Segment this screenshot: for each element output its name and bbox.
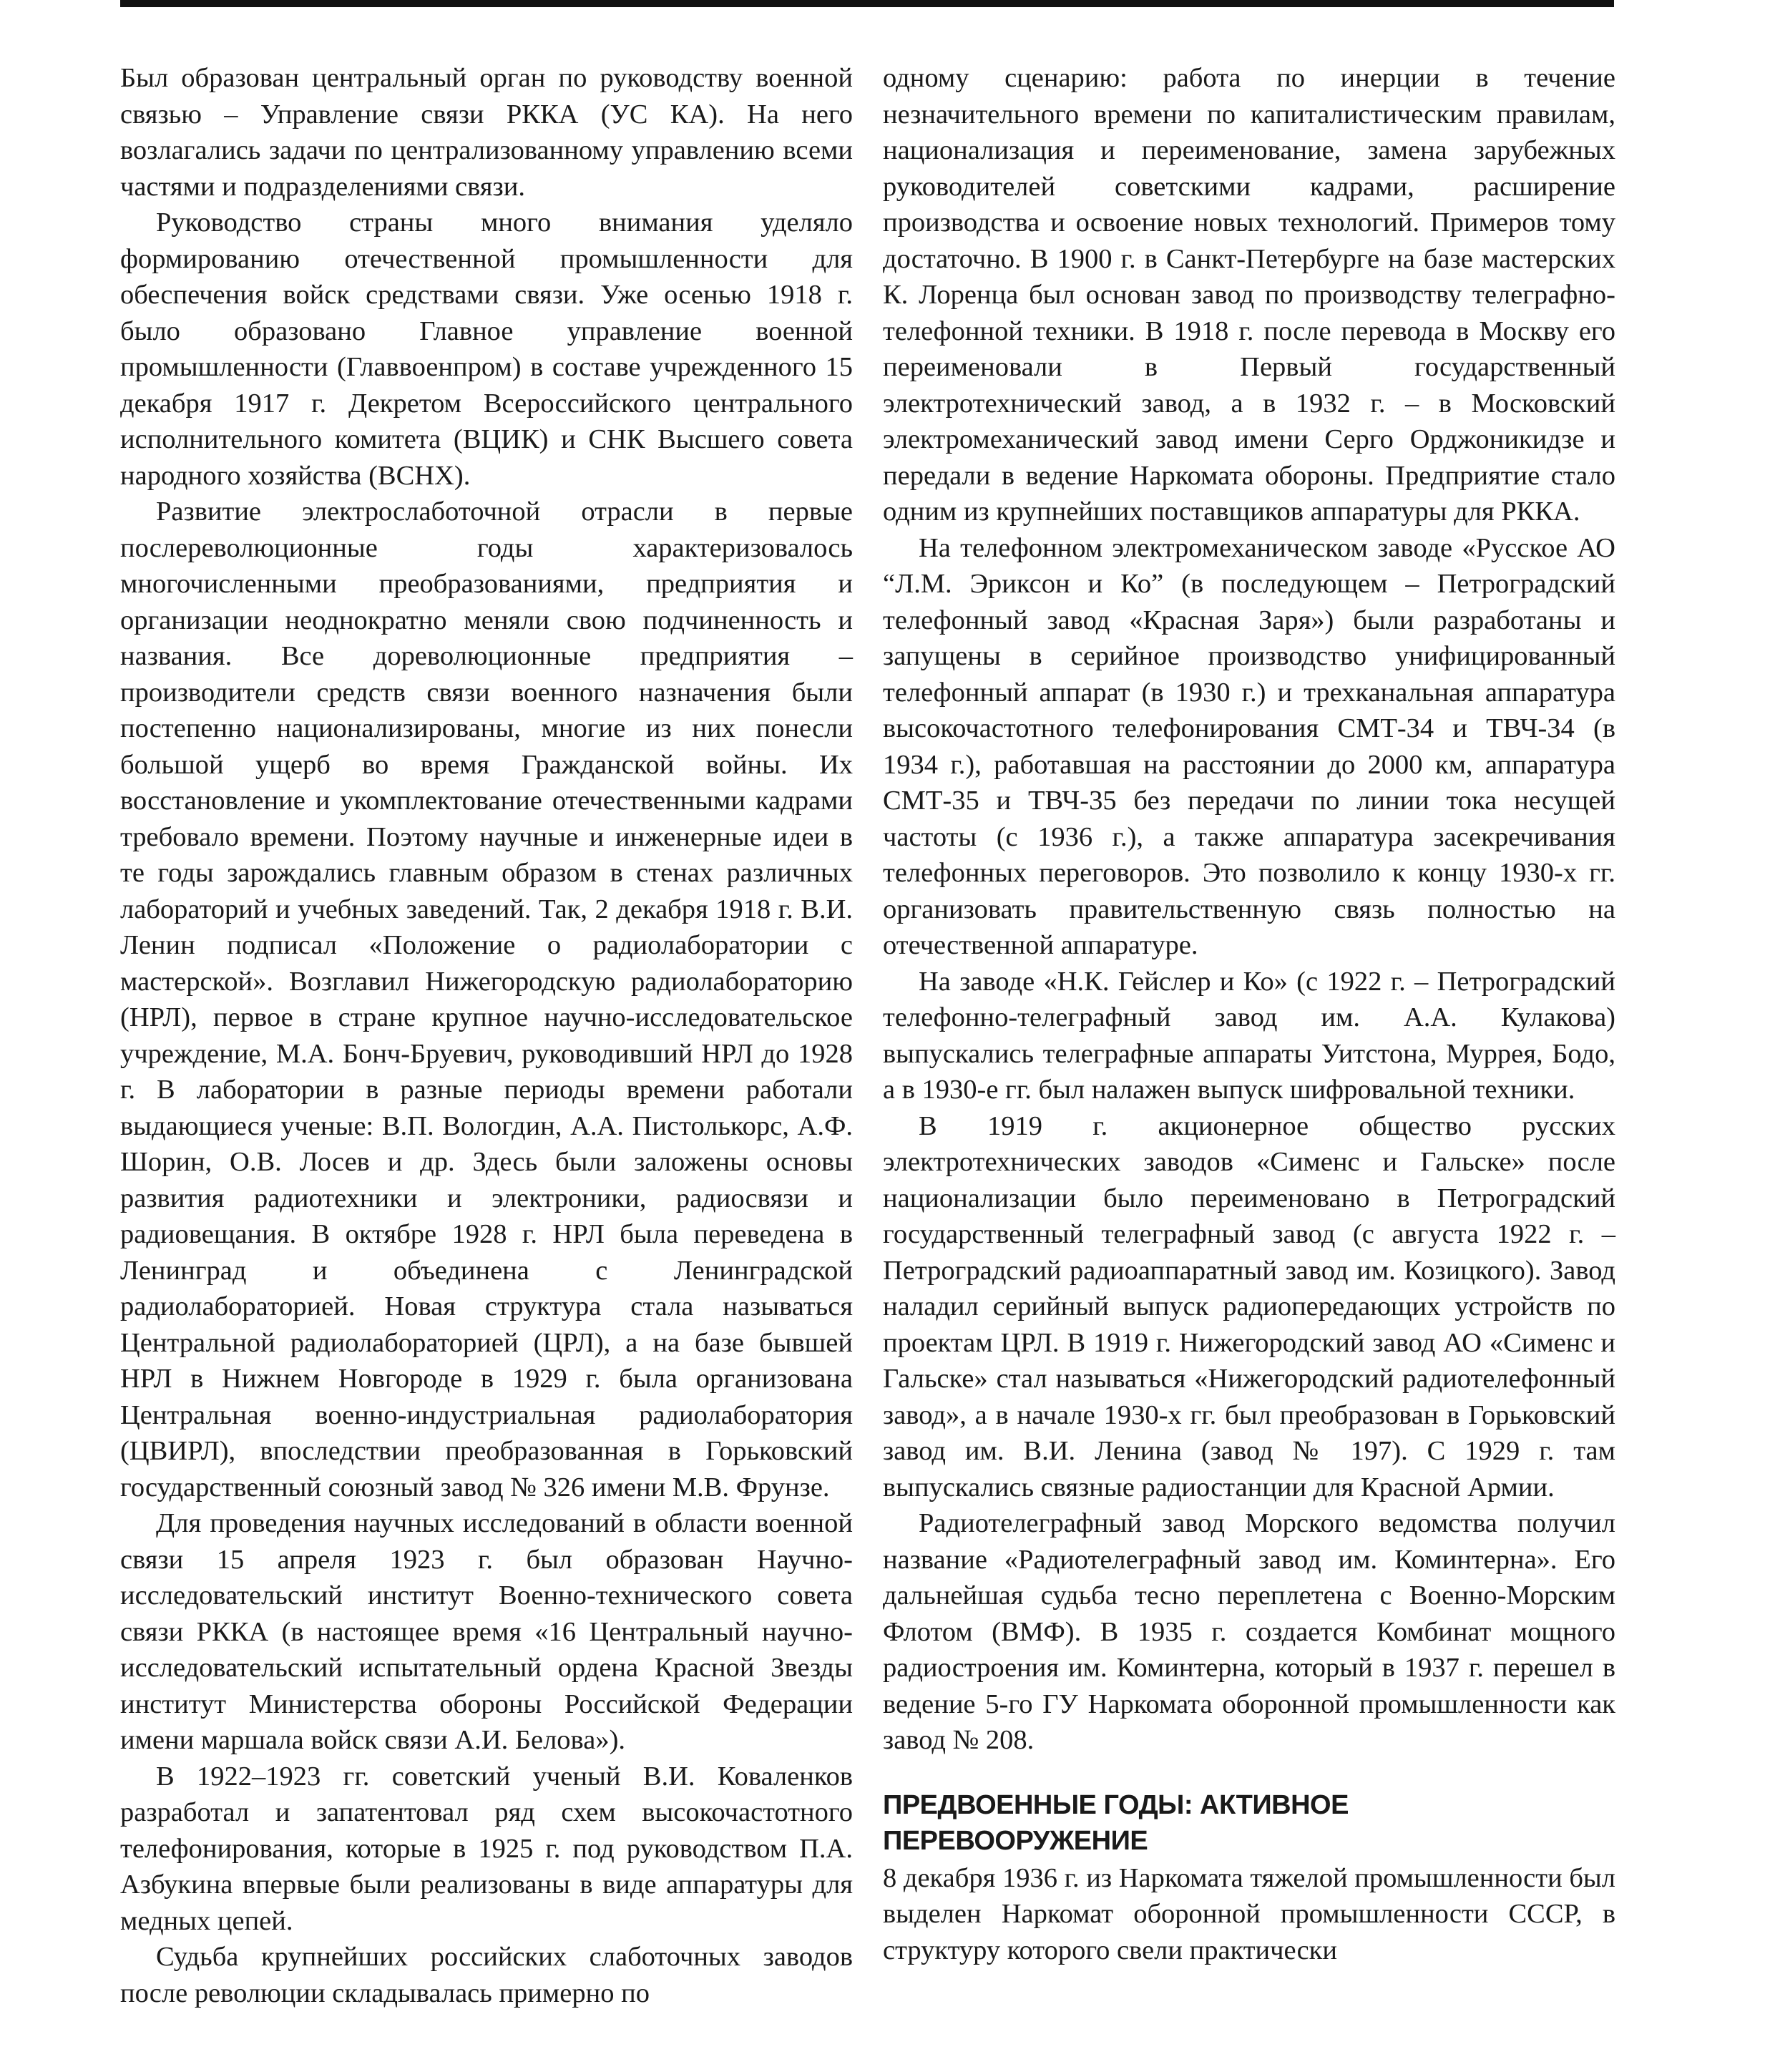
paragraph: Был образован центральный орган по руководству военной связью – Управление связи РККА (УС КА). На него возлагались задачи по централизованному управлению всеми частями и подразделениями связи. [120,63,853,202]
paragraph: Судьба крупнейших российских слаботочных заводов после революции складывалась примерно по [120,1942,853,2008]
section-heading: ПРЕДВОЕННЫЕ ГОДЫ: АКТИВНОЕ ПЕРЕВООРУЖЕНИЕ [883,1789,1349,1856]
paragraph: В 1919 г. акционерное общество русских электротехнических заводов «Сименс и Гальске» после национализации было переименовано в Петроградский государственный телеграфный завод (с августа 1922 г. – Петроградский радиоаппаратный завод им. Козицкого). Завод наладил серийный выпуск радиопередающих устройств по проектам ЦРЛ. В 1919 г. Нижегородский завод АО «Сименс и Гальске» стал называться «Нижегородский радиотелефонный завод», а в начале 1930-х гг. был преобразован в Горьковский завод им. В.И. Ленина (завод № 197). С 1929 г. там выпускались связные радиостанции для Красной Армии. [883,1110,1615,1502]
top-rule [120,0,1614,7]
paragraph: 8 декабря 1936 г. из Наркомата тяжелой промышленности был выделен Наркомат оборонной промышленности СССР, в структуру которого свели практически [883,1862,1615,1965]
paragraph: В 1922–1923 гг. советский ученый В.И. Коваленков разработал и запатентовал ряд схем высокочастотного телефонирования, которые в 1925 г. под руководством П.А. Азбукина впервые были реализованы в виде аппаратуры для медных цепей. [120,1761,853,1936]
right-column [883,60,1615,1968]
paragraph: На телефонном электромеханическом заводе «Русское АО “Л.М. Эриксон и Ко” (в последующем – Петроградский телефонный завод «Красная Заря») были разработаны и запущены в серийное производство унифицированный телефонный аппарат (в 1930 г.) и трехканальная аппаратура высокочастотного телефонирования СМТ-34 и ТВЧ-34 (в 1934 г.), работавшая на расстоянии до 2000 км, аппаратура СМТ-35 и ТВЧ-35 без передачи по линии тока несущей частоты (с 1936 г.), а также аппаратура засекречивания телефонных переговоров. Это позволило к концу 1930-х гг. организовать правительственную связь полностью на отечественной аппаратуре. [883,532,1615,960]
paragraph: Для проведения научных исследований в области военной связи 15 апреля 1923 г. был образован Научно-исследовательский институт Военно-технического совета связи РККА (в настоящее время «16 Центральный научно-исследовательский испытательный ордена Красной Звезды институт Министерства обороны Российской Федерации имени маршала войск связи А.И. Белова»). [120,1508,853,1755]
paragraph: Развитие электрослаботочной отрасли в первые послереволюционные годы характеризовалось многочисленными преобразованиями, предприятия и организации неоднократно меняли свою подчиненность и названия. Все дореволюционные предприятия – производители средств связи военного назначения были постепенно национализированы, многие из них понесли большой ущерб во время Гражданской войны. Их восстановление и укомплектование отечественными кадрами требовало времени. Поэтому научные и инженерные идеи в те годы зарождались главным образом в стенах различных лабораторий и учебных заведений. Так, 2 декабря 1918 г. В.И. Ленин подписал «Положение о радиолаборатории с мастерской». Возглавил Нижегородскую радиолабораторию (НРЛ), первое в стране крупное научно-исследовательское учреждение, М.А. Бонч-Бруевич, руководивший НРЛ до 1928 г. В лаборатории в разные периоды времени работали выдающиеся ученые: В.П. Вологдин, А.А. Пистолькорс, А.Ф. Шорин, О.В. Лосев и др. Здесь были заложены основы развития радиотехники и электроники, радиосвязи и радиовещания. В октябре 1928 г. НРЛ была переведена в Ленинград и объединена с Ленинградской радиолабораторией. Новая структура стала называться Центральной радиолабораторией (ЦРЛ), а на базе бывшей НРЛ в Нижнем Новгороде в 1929 г. была организована Центральная военно-индустриальная радиолаборатория (ЦВИРЛ), впоследствии преобразованная в Горьковский государственный союзный завод № 326 имени М.В. Фрунзе. [120,497,853,1502]
paragraph: Радиотелеграфный завод Морского ведомства получил название «Радиотелеграфный завод им. Коминтерна». Его дальнейшая судьба тесно переплетена с Военно-Морским Флотом (ВМФ). В 1935 г. создается Комбинат мощного радиостроения им. Коминтерна, который в 1937 г. перешел в ведение 5-го ГУ Наркомата оборонной промышленности как завод № 208. [883,1508,1615,1755]
paragraph: Руководство страны много внимания уделяло формированию отечественной промышленности для обеспечения войск средствами связи. Уже осенью 1918 г. было образовано Главное управление военной промышленности (Главвоенпром) в составе учрежденного 15 декабря 1917 г. Декретом Всероссийского центрального исполнительного комитета (ВЦИК) и СНК Высшего совета народного хозяйства (ВСНХ). [120,207,853,491]
paragraph: одному сценарию: работа по инерции в течение незначительного времени по капиталистическим правилам, национализация и переименование, замена зарубежных руководителей советскими кадрами, расширение производства и освоение новых технологий. Примеров тому достаточно. В 1900 г. в Санкт-Петербурге на базе мастерских К. Лоренца был основан завод по производству телеграфно-телефонной техники. В 1918 г. после перевода в Москву его переименовали в Первый государственный электротехнический завод, а в 1932 г. – в Московский электромеханический завод имени Серго Орджоникидзе и передали в ведение Наркомата обороны. Предприятие стало одним из крупнейших поставщиков аппаратуры для РККА. [883,63,1615,527]
paragraph: На заводе «Н.К. Гейслер и Ко» (с 1922 г. – Петроградский телефонно-телеграфный завод им. А.А. Кулакова) выпускались телеграфные аппараты Уитстона, Муррея, Бодо, а в 1930-е гг. был налажен выпуск шифровальной техники. [883,966,1615,1105]
left-column [120,60,853,2011]
